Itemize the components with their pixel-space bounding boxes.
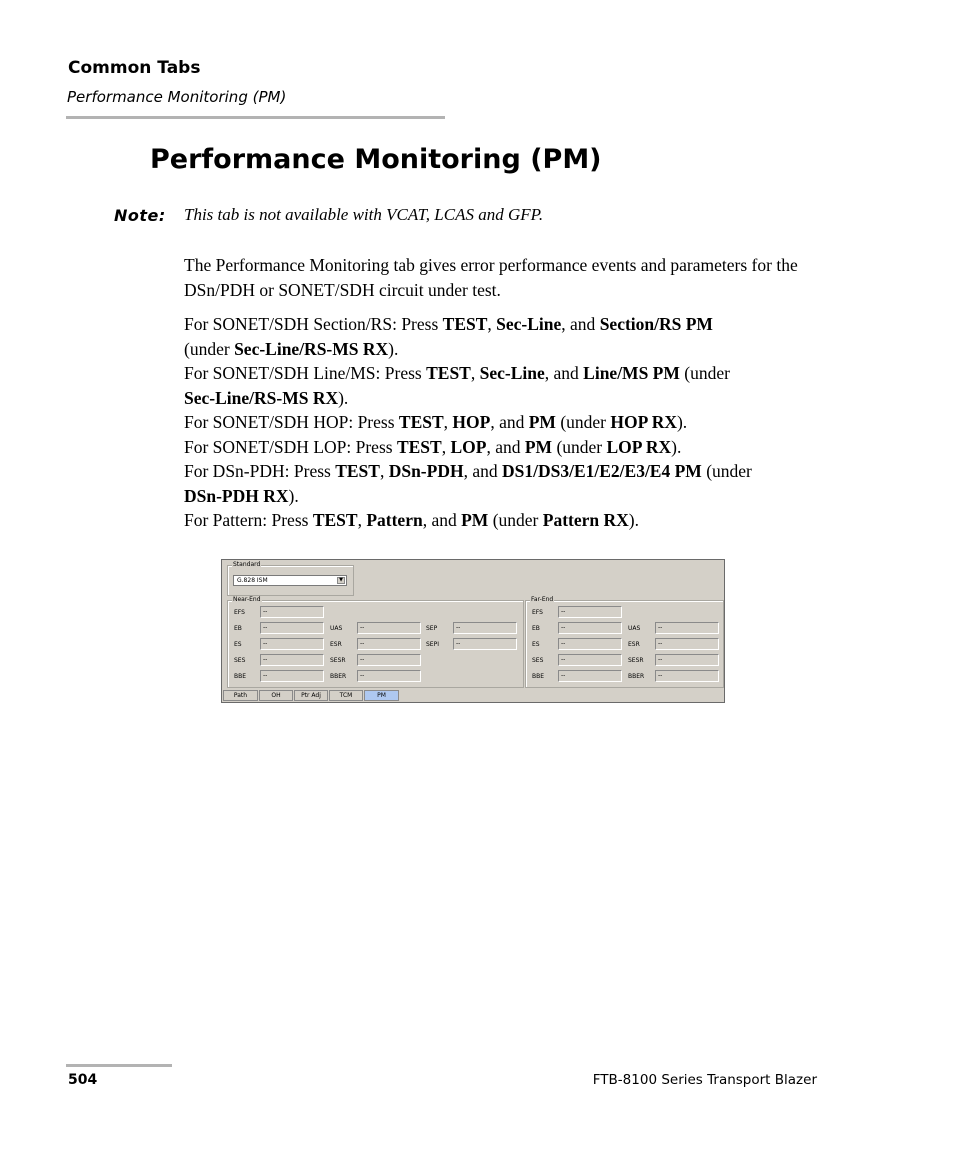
near-sep-label: SEP — [426, 625, 438, 632]
step-line: For DSn-PDH: Press TEST, DSn-PDH, and DS1/DS3/E1/E2/E3/E4 PM (under — [184, 461, 752, 481]
near-efs-label: EFS — [234, 609, 245, 616]
step-line: For Pattern: Press TEST, Pattern, and PM (under Pattern RX). — [184, 510, 639, 530]
tab-tcm[interactable]: TCM — [329, 690, 363, 701]
far-bbe-label: BBE — [532, 673, 545, 680]
far-bber-label: BBER — [628, 673, 645, 680]
step-line: For SONET/SDH LOP: Press TEST, LOP, and PM (under LOP RX). — [184, 436, 682, 457]
near-end-group — [227, 596, 524, 688]
far-bbe-value: -- — [558, 670, 622, 682]
near-bbe-label: BBE — [234, 673, 247, 680]
far-eb-value: -- — [558, 622, 622, 634]
tab-path[interactable]: Path — [223, 690, 258, 701]
header-section-title: Common Tabs — [68, 58, 201, 78]
note-text: This tab is not available with VCAT, LCAS and GFP. — [184, 205, 544, 224]
pm-tab-screenshot — [221, 559, 725, 703]
near-esr-label: ESR — [330, 641, 342, 648]
near-sep-value: -- — [453, 622, 517, 634]
step-line: For SONET/SDH HOP: Press TEST, HOP, and PM (under HOP RX). — [184, 412, 688, 432]
near-sepi-label: SEPI — [426, 641, 439, 648]
far-esr-value: -- — [655, 638, 719, 650]
near-bbe-value: -- — [260, 670, 324, 682]
far-es-label: ES — [532, 641, 540, 648]
far-end-label: Far-End — [531, 596, 554, 603]
step-line: Sec-Line/RS-MS RX). — [184, 387, 349, 408]
far-uas-label: UAS — [628, 625, 641, 632]
near-end-label: Near-End — [233, 596, 261, 603]
far-end-group — [525, 596, 724, 688]
near-eb-label: EB — [234, 625, 242, 632]
far-bber-value: -- — [655, 670, 719, 682]
far-sesr-value: -- — [655, 654, 719, 666]
page-title: Performance Monitoring (PM) — [150, 144, 602, 175]
near-sepi-value: -- — [453, 638, 517, 650]
footer-rule — [66, 1064, 172, 1067]
near-efs-value: -- — [260, 606, 324, 618]
near-ses-label: SES — [234, 657, 246, 664]
standard-group — [227, 561, 354, 596]
far-es-value: -- — [558, 638, 622, 650]
far-efs-label: EFS — [532, 609, 543, 616]
standard-value: G.828 ISM — [237, 577, 268, 584]
far-eb-label: EB — [532, 625, 540, 632]
far-ses-value: -- — [558, 654, 622, 666]
tab-pm[interactable]: PM — [364, 690, 399, 701]
step-line: For SONET/SDH Line/MS: Press TEST, Sec-Line, and Line/MS PM (under — [184, 363, 730, 383]
tab-oh[interactable]: OH — [259, 690, 293, 701]
near-bber-label: BBER — [330, 673, 347, 680]
near-bber-value: -- — [357, 670, 421, 682]
near-sesr-label: SESR — [330, 657, 346, 664]
near-uas-label: UAS — [330, 625, 343, 632]
header-rule — [66, 116, 445, 119]
far-esr-label: ESR — [628, 641, 640, 648]
page-number: 504 — [68, 1072, 98, 1088]
near-esr-value: -- — [357, 638, 421, 650]
near-es-value: -- — [260, 638, 324, 650]
step-line: (under Sec-Line/RS-MS RX). — [184, 338, 399, 359]
intro-paragraph: The Performance Monitoring tab gives error performance events and parameters for the DSn/PDH or SONET/SDH circuit under test. — [184, 255, 798, 300]
near-sesr-value: -- — [357, 654, 421, 666]
chevron-down-icon[interactable]: ▼ — [337, 577, 345, 584]
far-ses-label: SES — [532, 657, 544, 664]
near-ses-value: -- — [260, 654, 324, 666]
tab-ptr-adj[interactable]: Ptr Adj — [294, 690, 328, 701]
far-sesr-label: SESR — [628, 657, 644, 664]
note-label: Note: — [114, 206, 166, 225]
step-line: DSn-PDH RX). — [184, 485, 299, 506]
standard-label: Standard — [233, 561, 261, 568]
far-uas-value: -- — [655, 622, 719, 634]
near-eb-value: -- — [260, 622, 324, 634]
near-es-label: ES — [234, 641, 242, 648]
near-uas-value: -- — [357, 622, 421, 634]
step-line: For SONET/SDH Section/RS: Press TEST, Sec-Line, and Section/RS PM — [184, 314, 713, 334]
far-efs-value: -- — [558, 606, 622, 618]
steps-paragraph — [184, 312, 834, 533]
header-subsection: Performance Monitoring (PM) — [67, 88, 287, 106]
standard-select[interactable] — [233, 575, 347, 586]
document-name: FTB-8100 Series Transport Blazer — [592, 1072, 817, 1088]
